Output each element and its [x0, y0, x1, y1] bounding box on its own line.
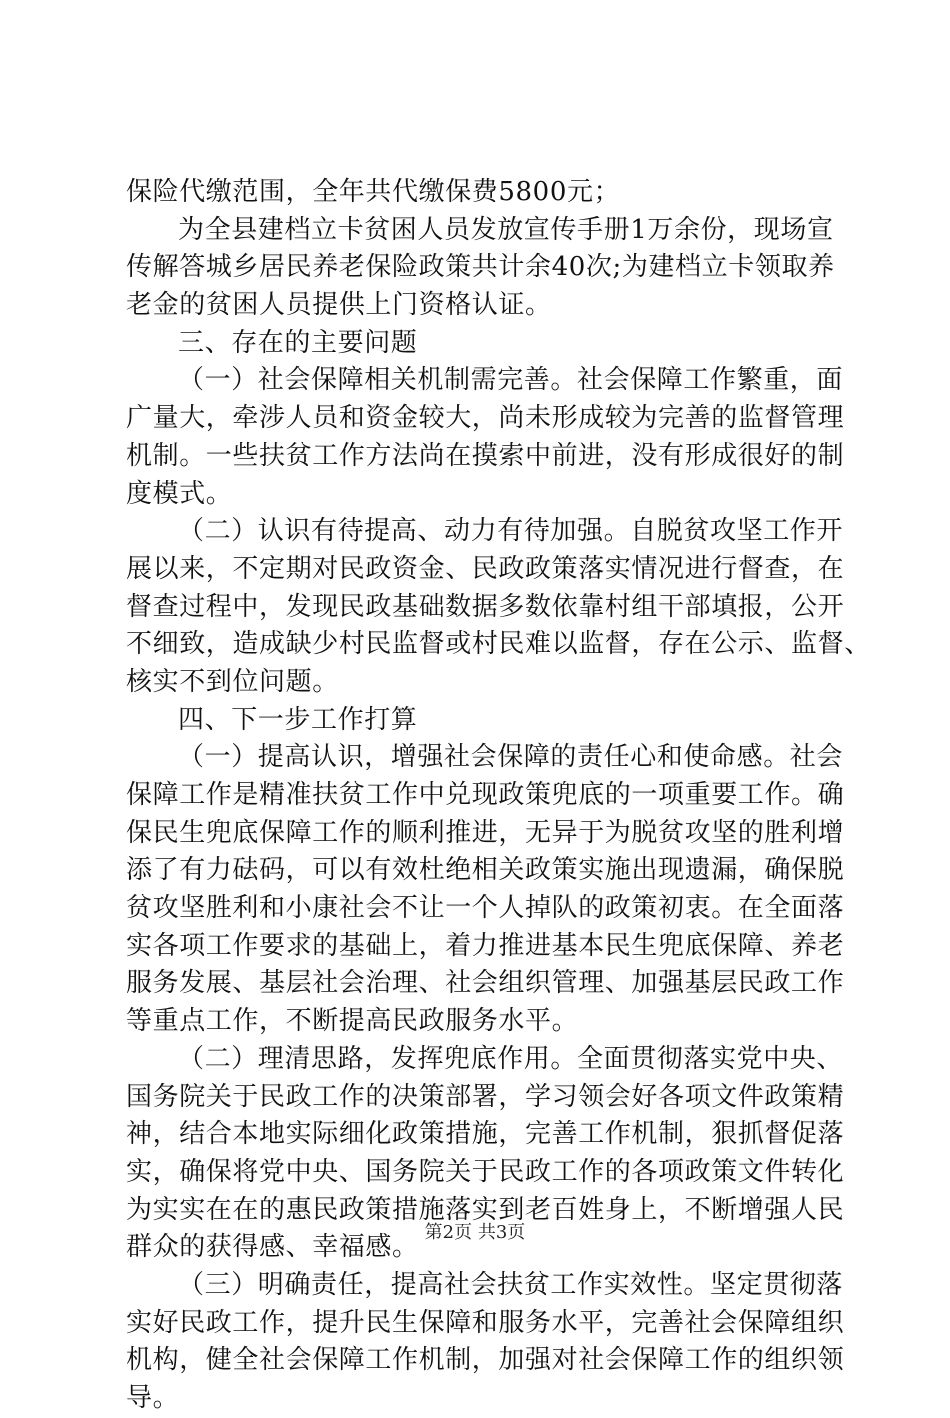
text-line: 实各项工作要求的基础上，着力推进基本民生兜底保障、养老 — [126, 930, 845, 961]
text-line: 保民生兜底保障工作的顺利推进，无异于为脱贫攻坚的胜利增 — [126, 817, 845, 848]
text-line: 为全县建档立卡贫困人员发放宣传手册1万余份，现场宣 — [178, 214, 834, 245]
page-number-footer: 第2页 共3页 — [424, 1222, 526, 1243]
text-line: 机制。一些扶贫工作方法尚在摸索中前进，没有形成很好的制 — [126, 440, 845, 471]
text-line: （二）理清思路，发挥兜底作用。全面贯彻落实党中央、 — [178, 1043, 844, 1074]
text-line: 核实不到位问题。 — [126, 666, 339, 697]
text-line: （一）社会保障相关机制需完善。社会保障工作繁重，面 — [178, 365, 844, 396]
section-heading: 三、存在的主要问题 — [178, 327, 418, 358]
text-line: 机构，健全社会保障工作机制，加强对社会保障工作的组织领 — [126, 1345, 845, 1376]
text-line: 保障工作是精准扶贫工作中兑现政策兜底的一项重要工作。确 — [126, 780, 845, 810]
text-line: （三）明确责任，提高社会扶贫工作实效性。坚定贯彻落 — [178, 1269, 844, 1300]
text-line: 督查过程中，发现民政基础数据多数依靠村组干部填报，公开 — [126, 591, 845, 622]
text-line: 贫攻坚胜利和小康社会不让一个人掉队的政策初衷。在全面落 — [126, 893, 845, 924]
text-line: 度模式。 — [126, 478, 233, 509]
text-line: 服务发展、基层社会治理、社会组织管理、加强基层民政工作 — [126, 968, 845, 999]
text-line: 添了有力砝码，可以有效杜绝相关政策实施出现遗漏，确保脱 — [126, 855, 845, 886]
text-line: 实，确保将党中央、国务院关于民政工作的各项政策文件转化 — [126, 1156, 845, 1187]
text-line: 神，结合本地实际细化政策措施，完善工作机制，狠抓督促落 — [126, 1119, 845, 1150]
text-line: （一）提高认识，增强社会保障的责任心和使命感。社会 — [178, 742, 844, 773]
text-line: 实好民政工作，提升民生保障和服务水平，完善社会保障组织 — [126, 1307, 845, 1338]
text-line: 保险代缴范围，全年共代缴保费5800元； — [126, 177, 621, 207]
text-line: 等重点工作，不断提高民政服务水平。 — [126, 1006, 579, 1037]
text-line: 传解答城乡居民养老保险政策共计余40次;为建档立卡领取养 — [126, 252, 835, 283]
text-line: 为实实在在的惠民政策措施落实到老百姓身上，不断增强人民 — [126, 1194, 845, 1225]
text-line: 老金的贫困人员提供上门资格认证。 — [126, 290, 552, 321]
text-line: （二）认识有待提高、动力有待加强。自脱贫攻坚工作开 — [178, 516, 844, 547]
text-line: 国务院关于民政工作的决策部署，学习领会好各项文件政策精 — [126, 1081, 845, 1112]
text-line: 广量大，牵涉人员和资金较大，尚未形成较为完善的监督管理 — [126, 403, 845, 434]
section-heading: 四、下一步工作打算 — [178, 704, 418, 735]
text-line: 导。 — [126, 1383, 180, 1413]
text-line: 不细致，造成缺少村民监督或村民难以监督，存在公示、监督、 — [126, 629, 871, 660]
text-line: 展以来，不定期对民政资金、民政政策落实情况进行督查，在 — [126, 553, 845, 584]
text-line: 群众的获得感、幸福感。 — [126, 1232, 419, 1263]
